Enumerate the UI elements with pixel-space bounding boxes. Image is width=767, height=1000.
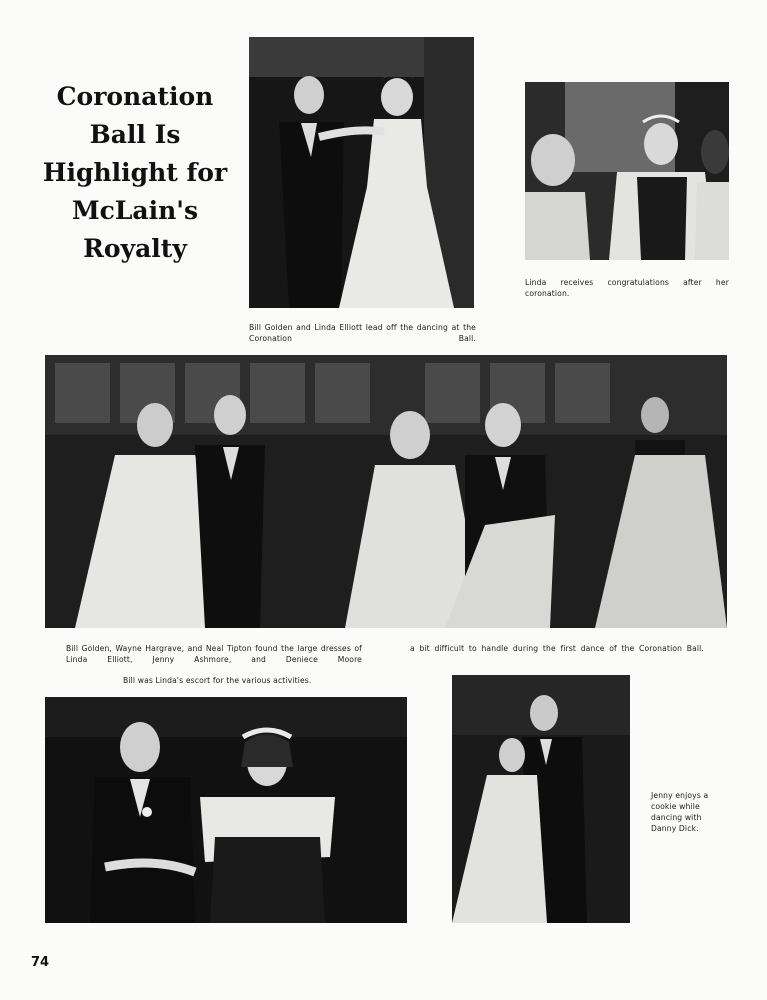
caption-wide-left: Bill Golden, Wayne Hargrave, and Neal Tipton found the large dresses of Linda Elliott, Jenny Ashmore, and Deniece Moore [66,644,362,664]
caption-cookie: Jenny enjoys a cookie while dancing with Danny Dick. [651,791,709,833]
photo-escort [45,697,407,923]
photo-congratulations [525,82,729,260]
caption-top-center: Bill Golden and Linda Elliott lead off the dancing at the Coronation Ball. [249,323,476,343]
page-title: Coronation Ball Is Highlight for McLain's Royalty [42,82,228,263]
caption-top-right: Linda receives congratulations after her coronation. [525,278,729,298]
caption-wide-right: a bit difficult to handle during the first dance of the Coronation Ball. [410,644,704,653]
caption-escort: Bill was Linda's escort for the various activities. [123,676,312,685]
photo-first-dance-group [45,355,727,628]
photo-couple-lead-dance [249,37,474,308]
photo-cookie-dance [452,675,630,923]
page-number: 74 [31,955,50,970]
